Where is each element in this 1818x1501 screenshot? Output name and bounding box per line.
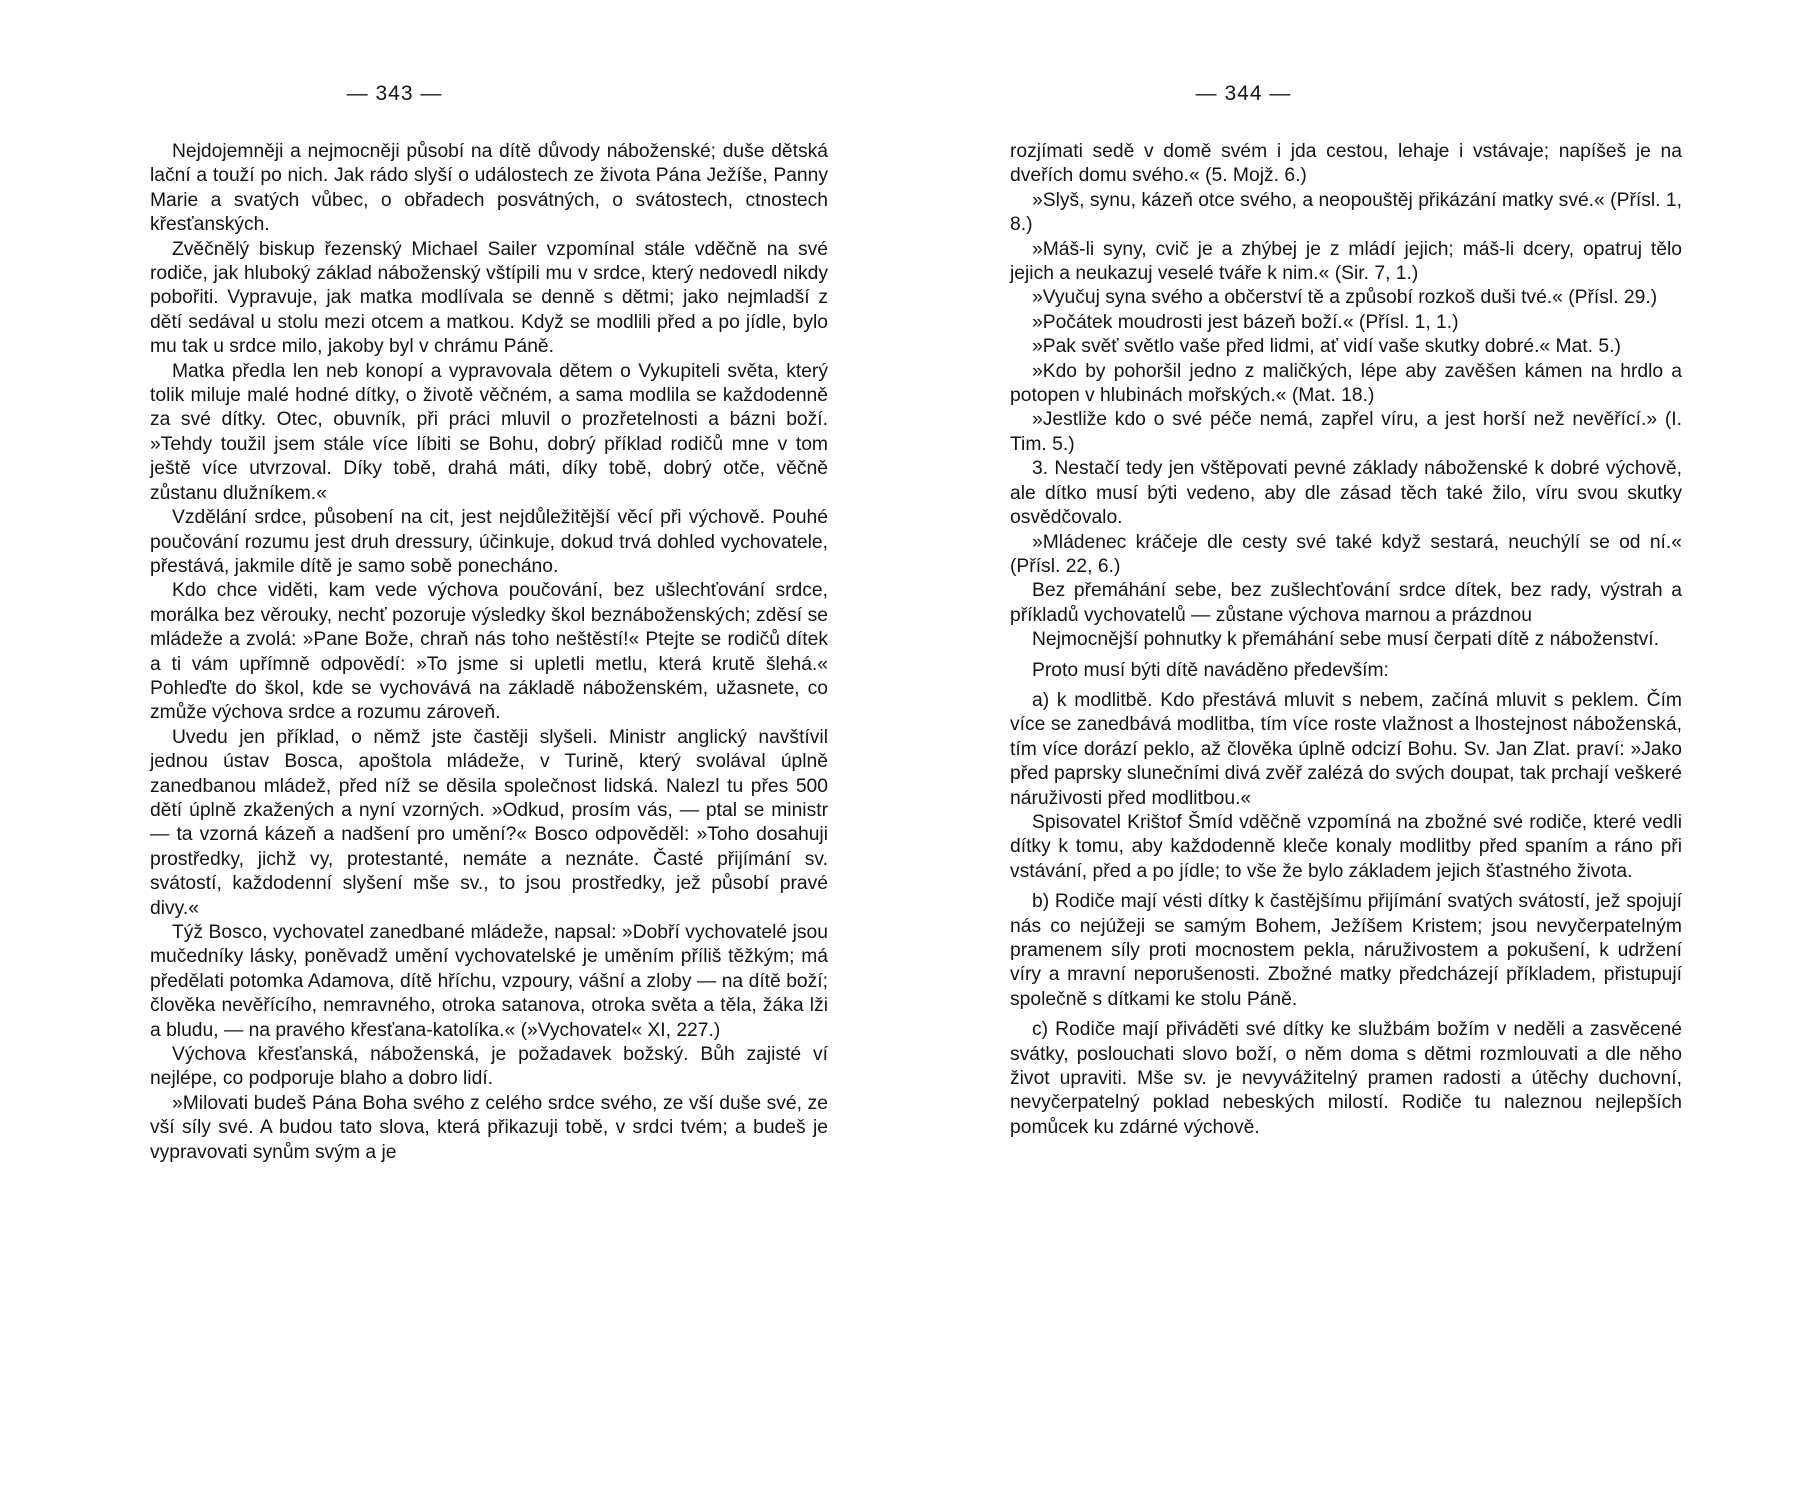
paragraph: b) Rodiče mají vésti dítky k častějšímu přijímání svatých svátostí, jež spojují nás co nejúžeji se samým Bohem, Ježíšem Kristem; jsou nevyčerpatelným pramenem síly proti mocnostem pekla, náruživostem a pokušení, k udržení víry a mravní neporušenosti. Zbožné matky předcházejí příkladem, přistupují společně s dítkami ke stolu Páně. <box>1010 891 1682 1010</box>
quotation: »Vyučuj syna svého a občerství tě a způsobí rozkoš duši tvé.« (Přísl. 29.) <box>1032 287 1658 309</box>
page-number: — 344 — <box>1195 82 1292 105</box>
left-page-text <box>150 140 828 1165</box>
paragraph: 3. Nestačí tedy jen vštěpovati pevné základy náboženské k dobré výchově, ale dítko musí býti vedeno, aby dle zásad těch také žilo, víru svou skutky osvědčovalo. <box>1010 458 1682 529</box>
quotation: »Pak svěť světlo vaše před lidmi, ať vidí vaše skutky dobré.« Mat. 5.) <box>1032 336 1621 358</box>
paragraph: rozjímati sedě v domě svém i jda cestou, lehaje i vstávaje; napíšeš je na dveřích domu svého.« (5. Mojž. 6.) <box>1010 141 1682 187</box>
paragraph: Výchova křesťanská, náboženská, je požadavek božský. Bůh zajisté ví nejlépe, co podporuje blaho a dobro lidí. <box>150 1044 828 1090</box>
paragraph: a) k modlitbě. Kdo přestává mluvit s nebem, začíná mluvit s peklem. Čím více se zanedbává modlitba, tím více roste vlažnost a lhostejnost náboženská, tím více dorází peklo, až člověka úplně odcizí Bohu. Sv. Jan Zlat. praví: »Jako před paprsky slunečními divá zvěř zalézá do svých doupat, tak prchají veškeré náruživosti před modlitbou.« <box>1010 689 1682 809</box>
paragraph: »Milovati budeš Pána Boha svého z celého srdce svého, ze vší duše své, ze vší síly své. A budou tato slova, která přikazuji tobě, v srdci tvém; a budeš je vypravovati synům svým a je <box>150 1092 828 1163</box>
paragraph: Nejmocnější pohnutky k přemáhání sebe musí čerpati dítě z náboženství. <box>1032 629 1659 651</box>
right-page <box>909 0 1818 1501</box>
quotation: »Slyš, synu, kázeň otce svého, a neopouštěj přikázání matky své.« (Přísl. 1, 8.) <box>1010 189 1682 236</box>
quotation: »Máš-li syny, cvič je a zhýbej je z mládí jejich; máš-li dcery, opatruj tělo jejich a neukazuj veselé tváře k nim.« (Sir. 7, 1.) <box>1010 238 1682 285</box>
quotation: »Mládenec kráčeje dle cesty své také když sestará, neuchýlí se od ní.« (Přísl. 22, 6.) <box>1010 531 1682 577</box>
quotation: »Jestliže kdo o své péče nemá, zapřel víru, a jest horší než nevěřící.» (I. Tim. 5.) <box>1010 409 1682 455</box>
paragraph: c) Rodiče mají přiváděti své dítky ke službám božím v neděli a zasvěcené svátky, poslouchati slovo boží, o něm doma s dětmi rozmlouvati a dle něho život upraviti. Mše sv. je nevyvážitelný pramen radosti a útěchy duchovní, nevyčerpatelný poklad nebeských milostí. Rodiče tu naleznou nejlepších pomůcek ku zdárné výchově. <box>1010 1019 1682 1138</box>
paragraph: Kdo chce viděti, kam vede výchova poučování, bez ušlechťování srdce, morálka bez věrouky, nechť pozoruje výsledky škol beznáboženských; zděsí se mládeže a zvolá: »Pane Bože, chraň nás toho neštěstí!« Ptejte se rodičů dítek a ti vám upřímně odpovědí: »To jsme si upletli metlu, která krutě šlehá.« Pohleďte do škol, kde se vychovává na základě náboženském, užasnete, co zmůže výchova srdce a rozumu zároveň. <box>150 580 828 724</box>
paragraph: Zvěčnělý biskup řezenský Michael Sailer vzpomínal stále vděčně na své rodiče, jak hluboký základ náboženský vštípili mu v srdce, který nedovedl nikdy pobořiti. Vypravuje, jak matka modlívala se denně s dětmi; jako nejmladší z dětí sedával u stolu mezi otcem a matkou. Když se modlili před a po jídle, bylo mu tak u srdce milo, jakoby byl v chrámu Páně. <box>150 238 828 358</box>
paragraph: Bez přemáhání sebe, bez zušlechťování srdce dítek, bez rady, výstrah a příkladů vychovatelů — zůstane výchova marnou a prázdnou <box>1010 580 1682 626</box>
paragraph: Spisovatel Krištof Šmíd vděčně vzpomíná na zbožné své rodiče, které vedli dítky k tomu, aby každodenně kleče konaly modlitby před spaním a ráno při vstávání, před a po jídle; to vše že bylo základem jejich šťastného života. <box>1010 811 1682 882</box>
paragraph: Vzdělání srdce, působení na cit, jest nejdůležitější věcí při výchově. Pouhé poučování rozumu jest druh dressury, účinkuje, dokud trvá dohled vychovatele, přestává, jakmile dítě je samo sobě ponecháno. <box>150 507 828 577</box>
paragraph: Matka předla len neb konopí a vypravovala dětem o Vykupiteli světa, který tolik miluje malé hodné dítky, o životě věčném, a sama modlila se každodenně za své dítky. Otec, obuvník, při práci mluvil o prozřetelnosti a bázni boží. »Tehdy toužil jsem stále více líbiti se Bohu, dobrý příklad rodičů mne v tom ještě více utvrzoval. Díky tobě, drahá máti, díky tobě, dobrý otče, věčně zůstanu dlužníkem.« <box>150 360 828 504</box>
quotation: »Kdo by pohoršil jedno z maličkých, lépe aby zavěšen kámen na hrdlo a potopen v hlubinách mořských.« (Mat. 18.) <box>1010 360 1682 407</box>
paragraph: Uvedu jen příklad, o němž jste častěji slyšeli. Ministr anglický navštívil jednou ústav Bosca, apoštola mládeže, v Turině, který svolával úplně zanedbanou mládež, před níž se děsila společnost lidská. Nalezl tu přes 500 dětí úplně zkažených a nyní vzorných. »Odkud, prosím vás, — ptal se ministr — ta vzorná kázeň a nadšení pro umění?« Bosco odpověděl: »Toho dosahuji prostředky, jichž vy, protestanté, nemáte a neznáte. Časté přijímání sv. svátostí, každodenní slyšení mše sv., to jsou prostředky, jež působí pravé divy.« <box>150 726 828 919</box>
paragraph: Týž Bosco, vychovatel zanedbané mládeže, napsal: »Dobří vychovatelé jsou mučedníky lásky, poněvadž umění vychovatelské je uměním příliš těžkým; má předělati potomka Adamova, dítě hříchu, vzpoury, vášní a zloby — na dítě boží; člověka nevěřícího, nemravného, otroka satanova, otroka světa a těla, žáka lži a bludu, — na pravého křesťana-katolíka.« (»Vychovatel« XI, 227.) <box>150 922 828 1041</box>
paragraph: Nejdojemněji a nejmocněji působí na dítě důvody náboženské; duše dětská lační a touží po nich. Jak rádo slyší o událostech ze života Pána Ježíše, Panny Marie a svatých vůbec, o obřadech posvátných, o svátostech, ctnostech křesťanských. <box>150 141 828 236</box>
quotation: »Počátek moudrosti jest bázeň boží.« (Přísl. 1, 1.) <box>1032 311 1459 333</box>
paragraph: Proto musí býti dítě naváděno především: <box>1032 659 1389 681</box>
right-page-text <box>1010 140 1682 1140</box>
page-number: — 343 — <box>346 82 443 105</box>
